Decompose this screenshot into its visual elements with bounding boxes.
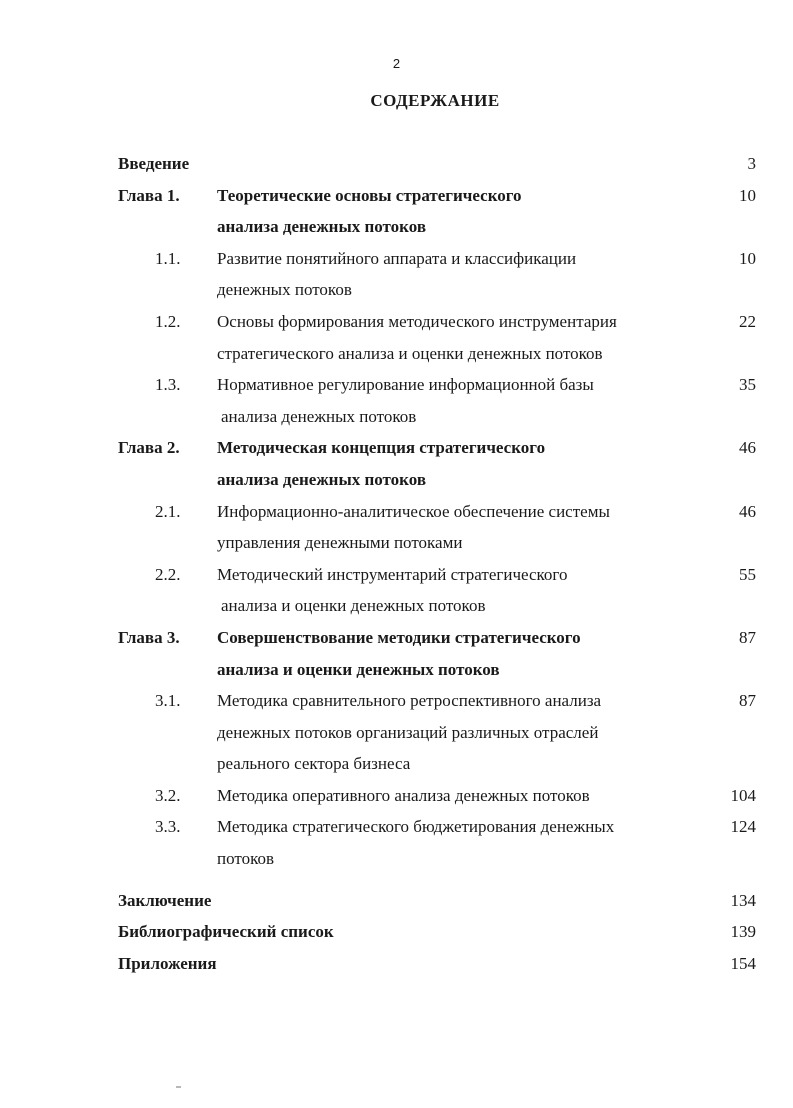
toc-chapter-2[interactable]	[118, 432, 756, 495]
toc-section-2-2[interactable]	[118, 559, 756, 622]
toc-page-number: 10	[739, 248, 756, 268]
chapter-title-line: анализа денежных потоков	[217, 469, 427, 489]
section-title-line: Методический инструментарий стратегического	[217, 564, 568, 584]
toc-section-3-2[interactable]	[118, 780, 756, 812]
section-title-line: реального сектора бизнеса	[217, 754, 411, 774]
section-number: 2.2.	[155, 564, 181, 584]
section-number: 1.2.	[155, 311, 181, 331]
section-number: 3.3.	[155, 817, 181, 837]
section-number: 1.3.	[155, 375, 181, 395]
toc-section-3-1[interactable]	[118, 685, 756, 780]
toc-entry-appendices[interactable]	[118, 948, 756, 980]
section-title-line: Развитие понятийного аппарата и классификации	[217, 248, 577, 268]
toc-entry-label: Заключение	[118, 890, 212, 910]
section-number: 3.2.	[155, 785, 181, 805]
toc-page-number: 139	[730, 922, 756, 942]
toc-page-number: 3	[747, 154, 756, 173]
toc-entry-conclusion[interactable]	[118, 885, 756, 917]
toc-chapter-1[interactable]	[118, 180, 756, 243]
toc-page-number: 87	[739, 691, 756, 711]
toc-page-number: 46	[739, 501, 756, 521]
chapter-label: Глава 3.	[118, 627, 180, 647]
toc-chapter-3[interactable]	[118, 622, 756, 685]
section-title-line: Информационно-аналитическое обеспечение системы	[217, 501, 610, 521]
toc-page-number: 46	[739, 438, 756, 458]
toc-section-1-1[interactable]	[118, 243, 756, 306]
toc-page-number: 22	[739, 311, 756, 331]
chapter-title-line: Методическая концепция стратегического	[217, 438, 546, 458]
chapter-label: Глава 1.	[118, 185, 180, 205]
section-title-line: Основы формирования методического инструментария	[217, 311, 617, 331]
scan-speck	[176, 1086, 181, 1088]
toc-page-number: 154	[730, 953, 756, 973]
chapter-label: Глава 2.	[118, 438, 180, 458]
toc-section-2-1[interactable]	[118, 496, 756, 559]
page-title: СОДЕРЖАНИЕ	[370, 91, 500, 110]
section-number: 1.1.	[155, 248, 181, 268]
toc-entry-introduction[interactable]	[118, 148, 756, 180]
chapter-title-line: Теоретические основы стратегического	[217, 185, 522, 205]
section-title-line: Методика сравнительного ретроспективного анализа	[217, 691, 602, 711]
chapter-title-line: анализа и оценки денежных потоков	[217, 659, 500, 679]
toc-entry-bibliography[interactable]	[118, 916, 756, 948]
section-number: 3.1.	[155, 691, 181, 711]
section-title-line: потоков	[217, 849, 275, 869]
toc-entry-label: Введение	[118, 154, 190, 173]
toc-page-number: 55	[739, 564, 756, 584]
toc-page-number: 10	[739, 185, 756, 205]
section-number: 2.1.	[155, 501, 181, 521]
section-title-line: стратегического анализа и оценки денежных потоков	[217, 343, 603, 363]
toc-section-1-2[interactable]	[118, 306, 756, 369]
toc-section-1-3[interactable]	[118, 369, 756, 432]
toc-entry-label: Библиографический список	[118, 922, 334, 942]
section-title-line: анализа денежных потоков	[221, 406, 417, 426]
section-title-line: денежных потоков	[217, 280, 352, 300]
section-title-line: Нормативное регулирование информационной базы	[217, 375, 594, 395]
chapter-title-line: Совершенствование методики стратегического	[217, 627, 581, 647]
page-number: 2	[392, 56, 401, 71]
spacer	[118, 875, 756, 885]
table-of-contents	[118, 148, 756, 979]
section-title-line: денежных потоков организаций различных отраслей	[217, 722, 599, 742]
chapter-title-line: анализа денежных потоков	[217, 217, 427, 237]
toc-page-number: 104	[730, 785, 756, 805]
toc-entry-label: Приложения	[118, 953, 217, 973]
toc-page-number: 124	[730, 817, 756, 837]
section-title-line: анализа и оценки денежных потоков	[221, 596, 486, 616]
section-title-line: Методика стратегического бюджетирования денежных	[217, 817, 615, 837]
toc-section-3-3[interactable]	[118, 811, 756, 874]
toc-page-number: 134	[730, 890, 756, 910]
toc-page-number: 35	[739, 375, 756, 395]
section-title-line: Методика оперативного анализа денежных потоков	[217, 785, 590, 805]
section-title-line: управления денежными потоками	[217, 533, 463, 553]
toc-page-number: 87	[739, 627, 756, 647]
